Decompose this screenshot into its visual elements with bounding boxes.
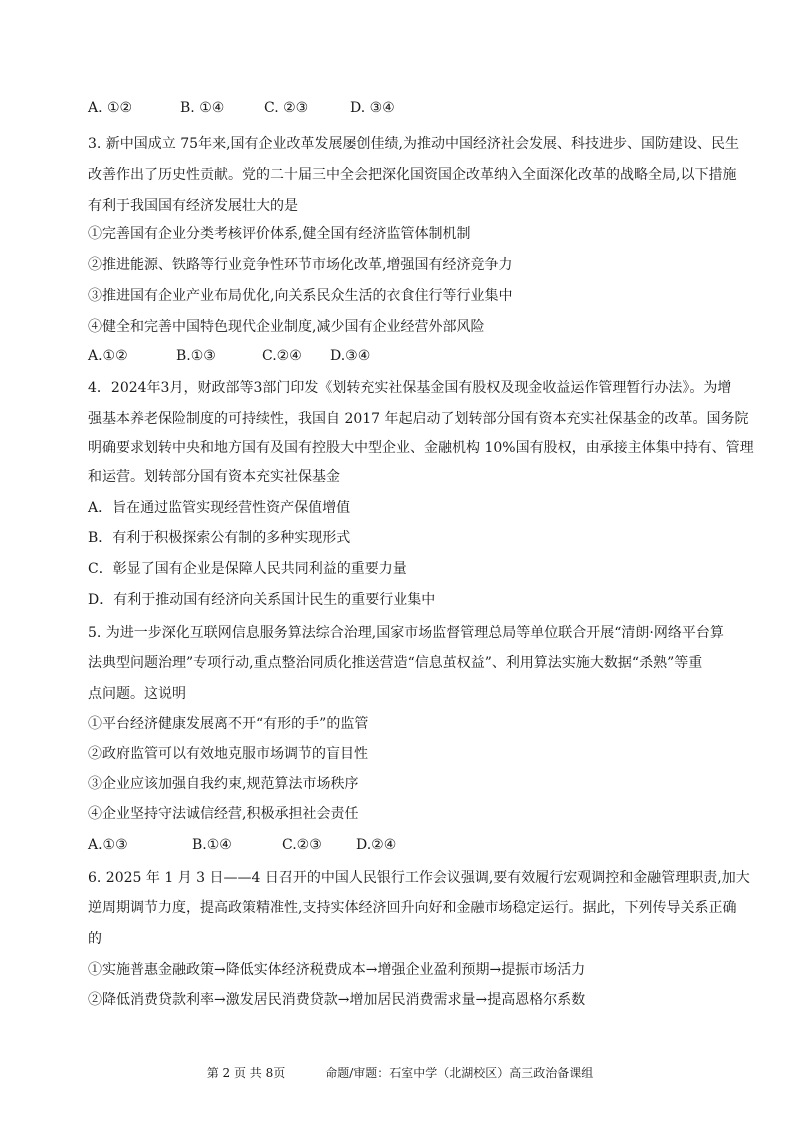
q3-item-2: ②推进能源、铁路等行业竞争性环节市场化改革,增强国有经济竞争力 <box>88 257 513 273</box>
q5-item-4: ④企业坚持守法诚信经营,积极承担社会责任 <box>88 806 359 822</box>
q4-stem-line-3: 明确要求划转中央和地方国有及国有控股大中型企业、金融机构 10%国有股权，由承接主体集中持有、管理 <box>88 440 754 456</box>
q3-item-1: ①完善国有企业分类考核评价体系,健全国有经济监管体制机制 <box>88 226 471 242</box>
q4-stem-line-4: 和运营。划转部分国有资本充实社保基金 <box>88 469 340 485</box>
q5-stem-line-1: 5. 为进一步深化互联网信息服务算法综合治理,国家市场监督管理总局等单位联合开展“清朗·网络平台算 <box>88 625 724 641</box>
q4-option-a: A．旨在通过监管实现经营性资产保值增值 <box>88 500 351 516</box>
q3-option-b: B.①③ <box>176 348 216 364</box>
q2-option-a: A. ①② <box>88 100 133 116</box>
q5-options <box>88 835 396 855</box>
q6-stem-line-2: 逆周期调节力度，提高政策精准性,支持实体经济回升向好和金融市场稳定运行。据此，下列传导关系正确 <box>88 900 737 916</box>
q3-stem-line-3: 有利于我国国有经济发展壮大的是 <box>88 198 298 214</box>
q4-stem-line-2: 强基本养老保险制度的可持续性，我国自 2017 年起启动了划转部分国有资本充实社保基金的改革。国务院 <box>88 411 749 427</box>
q4-option-d: D．有利于推动国有经济向关系国计民生的重要行业集中 <box>88 592 436 608</box>
q3-option-d: D.③④ <box>330 348 371 364</box>
q5-option-d: D.②④ <box>356 837 397 853</box>
q3-stem-line-1: 3. 新中国成立 75年来,国有企业改革发展屡创佳绩,为推动中国经济社会发展、科技进步、国防建设、民生 <box>88 136 739 152</box>
q6-stem-line-1: 6. 2025 年 1 月 3 日——4 日召开的中国人民银行工作会议强调,要有效履行宏观调控和金融管理职责,加大 <box>88 870 750 886</box>
q5-stem-line-2: 法典型问题治理”专项行动,重点整治同质化推送营造“信息茧权益”、利用算法实施大数据“杀熟”等重 <box>88 655 703 671</box>
page-number: 第 2 页 共 8页 <box>206 1066 286 1080</box>
q5-item-3: ③企业应该加强自我约束,规范算法市场秩序 <box>88 776 359 792</box>
q4-stem-line-1: 4．2024年3月，财政部等3部门印发《划转充实社保基金国有股权及现金收益运作管理暂行办法》。为增 <box>88 380 732 396</box>
q6-item-1: ①实施普惠金融政策→降低实体经济税费成本→增强企业盈利预期→提振市场活力 <box>88 962 586 978</box>
q4-option-c: C．彰显了国有企业是保障人民共同利益的重要力量 <box>88 561 407 577</box>
q3-option-c: C.②④ <box>262 348 302 364</box>
q3-item-3: ③推进国有企业产业布局优化,向关系民众生活的衣食住行等行业集中 <box>88 288 513 304</box>
q5-option-a: A.①③ <box>88 837 128 853</box>
q5-stem-line-3: 点问题。这说明 <box>88 686 186 702</box>
q5-item-1: ①平台经济健康发展离不开“有形的手”的监管 <box>88 716 369 732</box>
q5-item-2: ②政府监管可以有效地克服市场调节的盲目性 <box>88 746 368 762</box>
page-footer <box>0 1064 800 1081</box>
q3-item-4: ④健全和完善中国特色现代企业制度,减少国有企业经营外部风险 <box>88 319 485 335</box>
footer-credit: 命题/审题：石室中学（北湖校区）高三政治备课组 <box>325 1066 594 1080</box>
q5-option-c: C.②③ <box>282 837 322 853</box>
q2-options <box>88 98 395 118</box>
q3-option-a: A.①② <box>88 348 128 364</box>
q3-stem-line-2: 改善作出了历史性贡献。党的二十届三中全会把深化国资国企改革纳入全面深化改革的战略全局,以下措施 <box>88 167 737 183</box>
q3-options <box>88 346 370 366</box>
q6-stem-line-3: 的 <box>88 931 102 947</box>
q5-option-b: B.①④ <box>192 837 232 853</box>
q2-option-d: D. ③④ <box>350 100 395 116</box>
q2-option-b: B. ①④ <box>180 100 225 116</box>
q2-option-c: C. ②③ <box>264 100 309 116</box>
q6-item-2: ②降低消费贷款利率→激发居民消费贷款→增加居民消费需求量→提高恩格尔系数 <box>88 992 586 1008</box>
q4-option-b: B．有利于积极探索公有制的多种实现形式 <box>88 530 351 546</box>
